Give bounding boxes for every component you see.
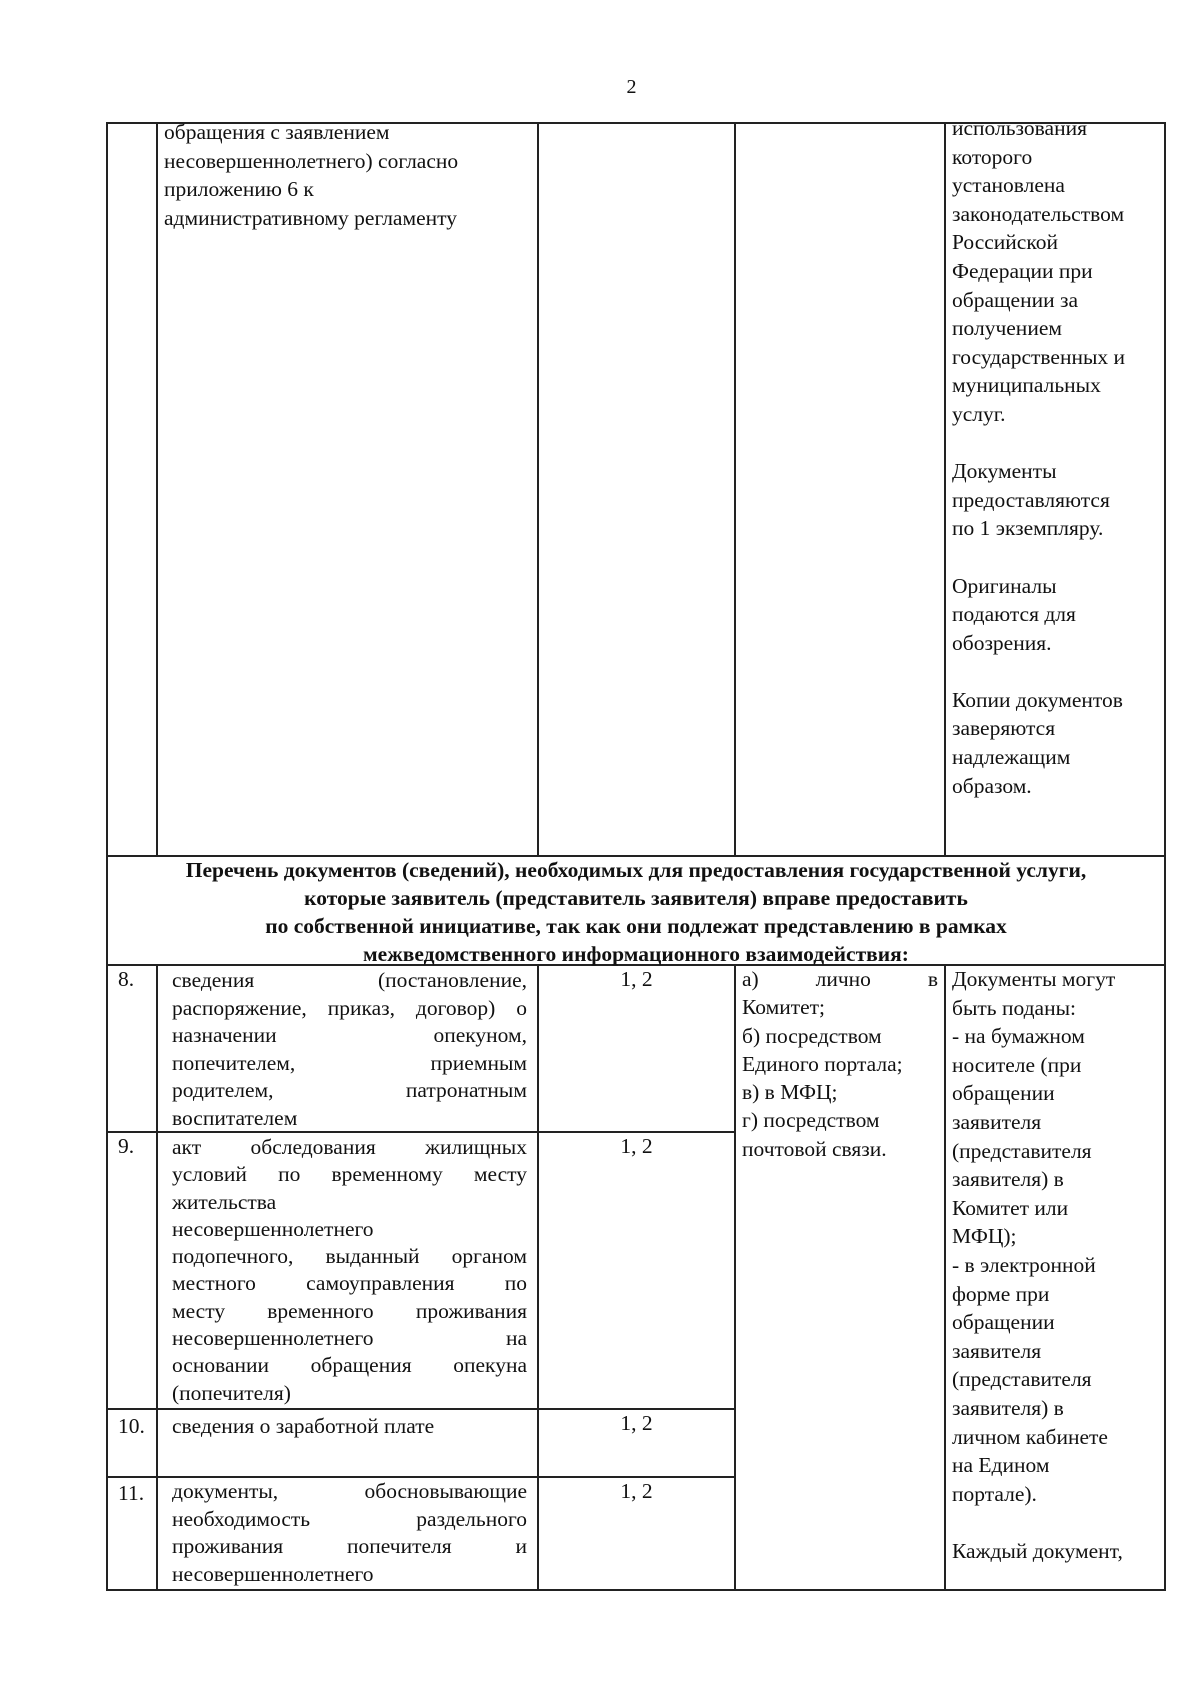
row-number: 11. (118, 1481, 145, 1505)
divider-col2-top (537, 122, 539, 855)
submission-notes: Документы могут быть поданы: - на бумажном носителе (при обращении заявителя (представителя заявителя) в Комитет или МФЦ); - в электронной форме при обращении заявителя (представителя заявителя) в личном кабинете на Едином портале). Каждый документ, (952, 967, 1123, 1563)
submission-methods: а) лично в Комитет; б) посредством Единого портала; в) в МФЦ; г) посредством почтовой связи. (742, 967, 938, 1161)
row-description: акт обследования жилищных условий по временному месту жительства несовершеннолетнего подопечного, выданный органом местного самоуправления по месту временного проживания несовершеннолетнего на основании обращения опекуна (попечителя) (172, 1135, 527, 1405)
row-number: 9. (118, 1134, 135, 1158)
row-ref: 1, 2 (620, 1479, 653, 1503)
documents-table (106, 116, 1166, 1591)
row-ref: 1, 2 (620, 967, 653, 991)
table-bottom-border (106, 1589, 1166, 1591)
row-number: 10. (118, 1414, 145, 1438)
row-number: 8. (118, 967, 135, 991)
top-row-notes: использования которого установлена законодательством Российской Федерации при обращении за получением государственных и муниципальных услуг. Документы предоставляются по 1 экземпляру. Оригиналы подаются для обозрения. Копии документов заверяются надлежащим образом. (952, 116, 1126, 798)
divider-col1-top (156, 122, 158, 855)
row-description: сведения (постановление, распоряжение, приказ, договор) о назначении опекуном, попечителем, приемным родителем, патронатным воспитателем (172, 968, 527, 1130)
divider-col4-top (944, 122, 946, 855)
page-number: 2 (626, 76, 637, 98)
divider-col4-bottom (944, 964, 946, 1591)
row-ref: 1, 2 (620, 1134, 653, 1158)
row-description: сведения о заработной плате (172, 1414, 435, 1438)
divider-col1-bottom (156, 964, 158, 1591)
section-header: Перечень документов (сведений), необходимых для предоставления государственной услуги, которые заявитель (представитель заявителя) вправе предоставить по собственной инициативе, так как они подлежат представлению в рамках межведомственного информационного взаимодействия: (185, 858, 1087, 966)
divider-col3-top (734, 122, 736, 855)
row-description: документы, обосновывающие необходимость раздельного проживания попечителя и несовершеннолетнего (172, 1479, 527, 1586)
top-row-description: обращения с заявлением несовершеннолетнего) согласно приложению 6 к административному регламенту (164, 120, 459, 230)
divider-col3-bottom (734, 964, 736, 1591)
row-ref: 1, 2 (620, 1411, 653, 1435)
